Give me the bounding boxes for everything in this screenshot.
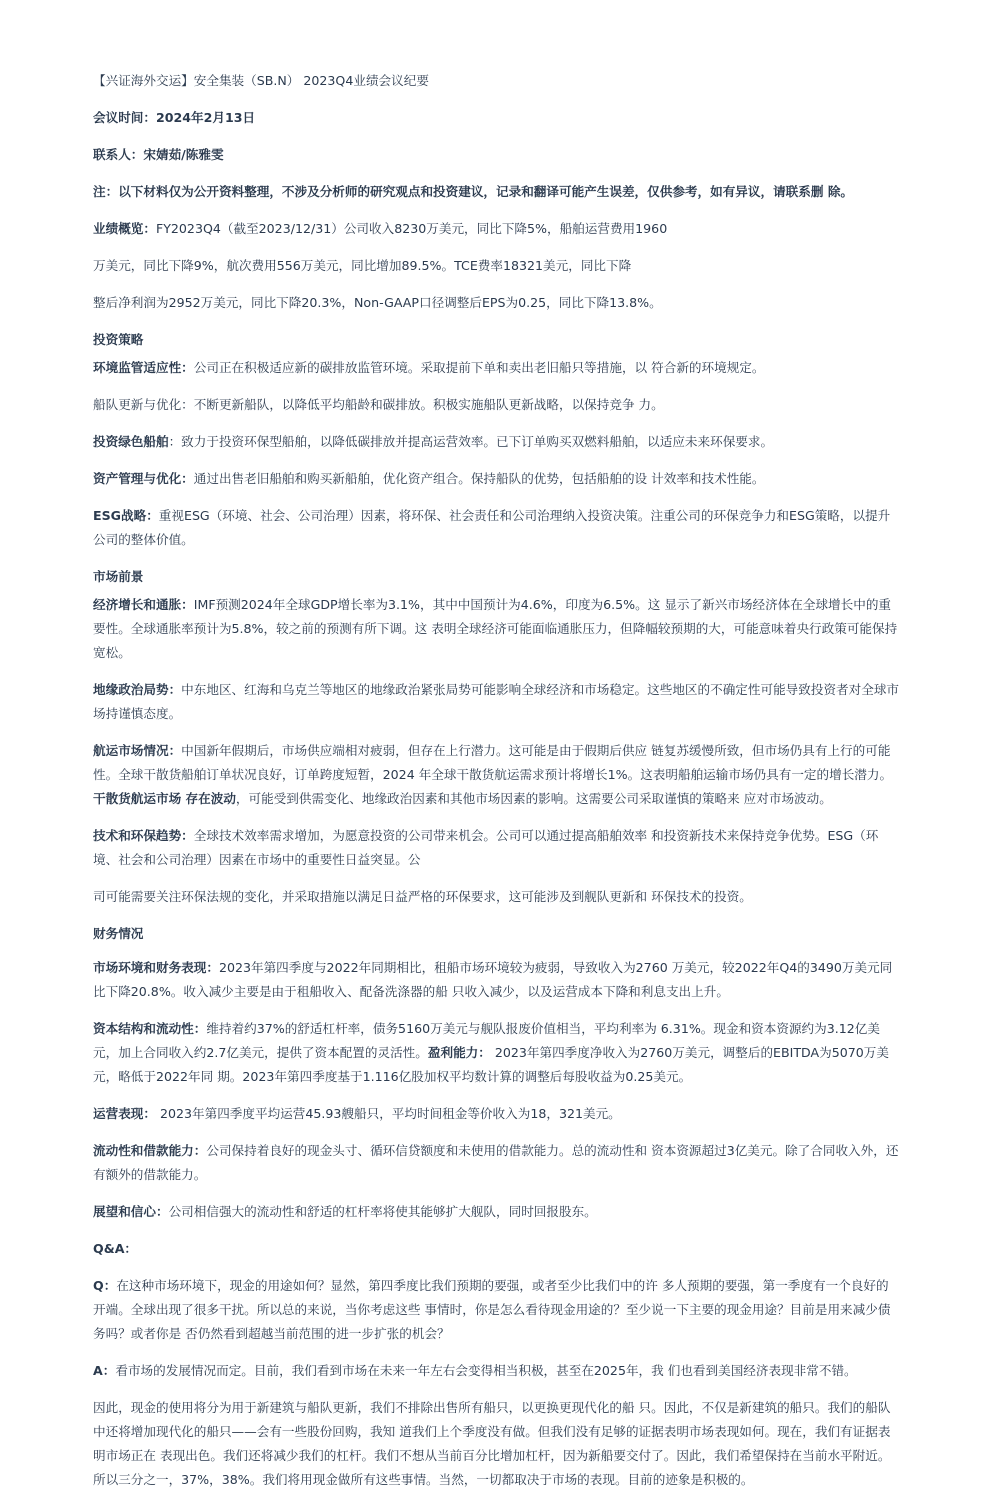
market-shipping-text-2: 性。全球干散货船舶订单状况良好，订单跨度短暂，2024 年全球干散货航运需求预计将增长1%。这表明船舶运输市场仍具有一定的增长潜力。: [93, 767, 893, 782]
qa-question-label: Q：: [93, 1278, 117, 1293]
market-tech-continued: 司可能需要关注环保法规的变化，并采取措施以满足日益严格的环保要求，这可能涉及到舰队更新和 环保技术的投资。: [93, 889, 752, 904]
market-tech-text-2: 境、社会和公司治理）因素在市场中的重要性日益突显。公: [93, 852, 421, 867]
finance-performance-label: 市场环境和财务表现：: [93, 960, 219, 975]
strategy-esg-label: ESG战略：: [93, 508, 159, 523]
finance-operations-text: 2023年第四季度平均运营45.93艘船只，平均时间租金等价收入为18，321美元。: [155, 1106, 621, 1121]
disclaimer: 注：以下材料仅为公开资料整理，不涉及分析师的研究观点和投资建议，记录和翻译可能产生误差，仅供参考，如有异议，请联系删 除。: [93, 184, 854, 199]
section-heading-market: 市场前景: [93, 569, 144, 584]
finance-performance-text-2: 比下降20.8%。收入减少主要是由于租船收入、配备洗涤器的船 只收入减少，以及运营成本下降和利息支出上升。: [93, 984, 729, 999]
finance-liquidity-text-1: 公司保持着良好的现金头寸、循环信贷额度和未使用的借款能力。总的流动性和 资本资源超过3亿美元。除了合同收入外，还: [206, 1143, 899, 1158]
overview-line-3: 整后净利润为2952万美元，同比下降20.3%，Non-GAAP口径调整后EPS为0.25，同比下降13.8%。: [93, 295, 662, 310]
qa-answer-continued: [93, 1396, 945, 1492]
market-econ: [93, 593, 945, 665]
market-shipping-label-2: 干散货航运市场 存在波动: [93, 791, 236, 806]
strategy-esg-text-2: 公司的整体价值。: [93, 532, 194, 547]
qa-question-text-1: 在这种市场环境下，现金的用途如何？显然，第四季度比我们预期的要强，或者至少比我们中的许 多人预期的要强，第一季度有一个良好的: [116, 1278, 889, 1293]
strategy-green-label: 投资绿色船舶: [93, 434, 169, 449]
strategy-env-label: 环境监管适应性：: [93, 360, 194, 375]
qa-answer-text-1: 看市场的发展情况而定。目前，我们看到市场在未来一年左右会变得相当积极，甚至在2025年，我 们也看到美国经济表现非常不错。: [115, 1363, 857, 1378]
strategy-fleet: 船队更新与优化：不断更新船队，以降低平均船龄和碳排放。积极实施船队更新战略，以保持竞争 力。: [93, 397, 664, 412]
market-shipping-text-1: 中国新年假期后，市场供应端相对疲弱，但存在上行潜力。这可能是由于假期后供应 链复苏缓慢所致，但市场仍具有上行的可能: [181, 743, 891, 758]
document-title: 【兴证海外交运】安全集装（SB.N） 2023Q4业绩会议纪要: [93, 73, 429, 88]
market-econ-text-3: 宽松。: [93, 645, 131, 660]
finance-operations: [93, 1102, 945, 1126]
finance-operations-label: 运营表现：: [93, 1106, 156, 1121]
section-heading-strategy: 投资策略: [93, 332, 144, 347]
finance-liquidity-label: 流动性和借款能力：: [93, 1143, 207, 1158]
qa-answer-text-4: 明市场正在 表现出色。我们还将减少我们的杠杆。我们不想从当前百分比增加杠杆，因为新船要交付了。因此，我们希望保持在当前水平附近。: [93, 1448, 891, 1463]
section-heading-qa: Q&A：: [93, 1241, 138, 1256]
qa-question: [93, 1274, 945, 1346]
finance-capital-text-1: 维持着约37%的舒适杠杆率，债务5160万美元与舰队报废价值相当，平均利率为 6.31%。现金和资本资源约为3.12亿美: [206, 1021, 880, 1036]
finance-outlook: [93, 1200, 945, 1224]
overview-text-1: FY2023Q4（截至2023/12/31）公司收入8230万美元，同比下降5%，船舶运营费用1960: [155, 221, 668, 236]
finance-performance-text-1: 2023年第四季度与2022年同期相比，租船市场环境较为疲弱，导致收入为2760 万美元，较2022年Q4的3490万美元同: [218, 960, 893, 975]
market-econ-text-1: IMF预测2024年全球GDP增长率为3.1%，其中中国预计为4.6%，印度为6.5%。这 显示了新兴市场经济体在全球增长中的重: [193, 597, 892, 612]
finance-outlook-text: 公司相信强大的流动性和舒适的杠杆率将使其能够扩大舰队，同时回报股东。: [168, 1204, 597, 1219]
meeting-date: 会议时间：2024年2月13日: [93, 110, 256, 125]
overview-line-2: 万美元，同比下降9%，航次费用556万美元，同比增加89.5%。TCE费率18321美元，同比下降: [93, 258, 632, 273]
strategy-esg-text-1: 重视ESG（环境、社会、公司治理）因素，将环保、社会责任和公司治理纳入投资决策。注重公司的环保竞争力和ESG策略，以提升: [158, 508, 891, 523]
section-heading-finance: 财务情况: [93, 926, 144, 941]
market-shipping-text-3: ，可能受到供需变化、地缘政治因素和其他市场因素的影响。这需要公司采取谨慎的策略来 应对市场波动。: [235, 791, 832, 806]
document-content: [93, 69, 945, 1505]
contacts: 联系人：宋婧茹/陈雅雯: [93, 147, 224, 162]
finance-capital-text-3: 元，略低于2022年同 期。2023年第四季度基于1.116亿股加权平均数计算的调整后每股收益为0.25美元。: [93, 1069, 692, 1084]
strategy-env: [93, 356, 945, 380]
finance-outlook-label: 展望和信心：: [93, 1204, 169, 1219]
qa-question-text-2: 开端。全球出现了很多干扰。所以总的来说，当你考虑这些 事情时，你是怎么看待现金用途的？至少说一下主要的现金用途？目前是用来减少债: [93, 1302, 891, 1317]
strategy-green-text: ：致力于投资环保型船舶，以降低碳排放并提高运营效率。已下订单购买双燃料船舶，以适应未来环保要求。: [168, 434, 774, 449]
market-shipping-label: 航运市场情况：: [93, 743, 182, 758]
market-geo-label: 地缘政治局势：: [93, 682, 182, 697]
market-geo-text-1: 中东地区、红海和乌克兰等地区的地缘政治紧张局势可能影响全球经济和市场稳定。这些地区的不确定性可能导致投资者对全球市: [181, 682, 899, 697]
overview-label: 业绩概览：: [93, 221, 156, 236]
market-shipping: [93, 739, 945, 811]
strategy-asset-text: 通过出售老旧船舶和购买新船舶，优化资产组合。保持船队的优势，包括船舶的设 计效率和技术性能。: [193, 471, 765, 486]
overview-line-1: [93, 217, 945, 241]
qa-answer-label: A：: [93, 1363, 116, 1378]
finance-liquidity-text-2: 有额外的借款能力。: [93, 1167, 207, 1182]
market-geo-text-2: 场持谨慎态度。: [93, 706, 182, 721]
strategy-green: [93, 430, 945, 454]
market-tech-label: 技术和环保趋势：: [93, 828, 194, 843]
finance-capital-text-2a: 元，加上合同收入约2.7亿美元，提供了资本配置的灵活性。: [93, 1045, 428, 1060]
finance-capital: [93, 1017, 945, 1089]
qa-question-text-3: 务吗？或者你是 否仍然看到超越当前范围的进一步扩张的机会？: [93, 1326, 450, 1341]
finance-performance: [93, 956, 945, 1004]
finance-liquidity: [93, 1139, 945, 1187]
market-econ-label: 经济增长和通胀：: [93, 597, 194, 612]
qa-answer-text-3: 中还将增加现代化的船只——会有一些股份回购，我知 道我们上个季度没有做。但我们没有足够的证据表明市场表现如何。现在，我们有证据表: [93, 1424, 891, 1439]
market-tech-text-1: 全球技术效率需求增加，为愿意投资的公司带来机会。公司可以通过提高船舶效率 和投资新技术来保持竞争优势。ESG（环: [193, 828, 879, 843]
market-tech: [93, 824, 945, 872]
finance-profit-label: 盈利能力：: [427, 1045, 491, 1060]
strategy-asset-label: 资产管理与优化：: [93, 471, 194, 486]
strategy-esg: [93, 504, 945, 552]
strategy-asset: [93, 467, 945, 491]
qa-answer-text-5: 所以三分之一，37%，38%。我们将用现金做所有这些事情。当然，一切都取决于市场的表现。目前的迹象是积极的。: [93, 1472, 754, 1487]
finance-capital-label: 资本结构和流动性：: [93, 1021, 207, 1036]
strategy-env-text: 公司正在积极适应新的碳排放监管环境。采取提前下单和卖出老旧船只等措施，以 符合新的环境规定。: [193, 360, 765, 375]
market-geo: [93, 678, 945, 726]
qa-answer-text-2: 因此，现金的使用将分为用于新建筑与船队更新，我们不排除出售所有船只，以更换更现代化的船 只。因此，不仅是新建筑的船只。我们的船队: [93, 1400, 891, 1415]
qa-answer: [93, 1359, 945, 1383]
finance-capital-text-2b: 2023年第四季度净收入为2760万美元，调整后的EBITDA为5070万美: [490, 1045, 889, 1060]
market-econ-text-2: 要性。全球通胀率预计为5.8%，较之前的预测有所下调。这 表明全球经济可能面临通胀压力，但降幅较预期的大，可能意味着央行政策可能保持: [93, 621, 898, 636]
